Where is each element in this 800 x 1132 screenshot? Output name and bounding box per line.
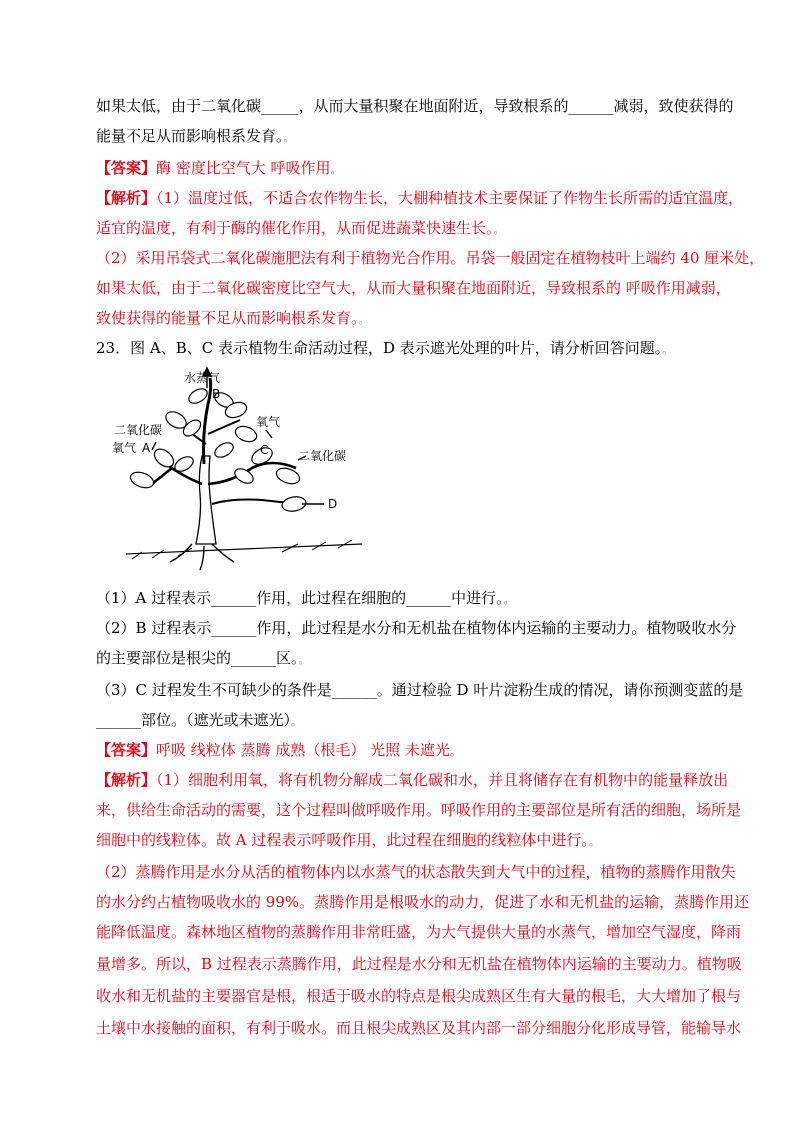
- question-line: [96, 648, 310, 670]
- analysis-line: [96, 986, 741, 1006]
- answer-tag: 【答案】: [96, 159, 157, 177]
- analysis-text: （1）细胞利用氧，将有机物分解成二氧化碳和水，并且将储存在有机物中的能量释放出: [156, 771, 729, 789]
- label-b: B: [212, 387, 221, 401]
- answer-line: [96, 740, 461, 762]
- leaf: [128, 469, 155, 490]
- question-text: ______部位。（遮光或未遮光）: [96, 711, 292, 729]
- paragraph-mark: 。: [291, 715, 303, 728]
- arrow-c: [266, 430, 272, 438]
- answer-tag: 【答案】: [96, 741, 157, 759]
- label-c: C: [260, 443, 269, 457]
- paragraph-mark: 。: [358, 313, 370, 326]
- stem: [196, 456, 216, 544]
- analysis-text: （2）蒸腾作用是水分从活的植物体内以水蒸气的状态散失到大气中的过程，植物的蒸腾作用散失: [96, 863, 736, 881]
- analysis-line: [96, 892, 749, 912]
- analysis-line: [96, 278, 731, 298]
- question-line: [96, 618, 736, 638]
- question-title: [96, 338, 673, 360]
- leaf: [151, 446, 177, 471]
- analysis-text: 来，供给生命活动的需要，这个过程叫做呼吸作用。呼吸作用的主要部位是所有活的细胞，场所是: [96, 801, 742, 819]
- text-line: [96, 126, 295, 148]
- leaves: [128, 386, 307, 513]
- paragraph-mark: 。: [330, 163, 342, 176]
- analysis-text: 适宜的温度，有利于酶的催化作用，从而促进蔬菜快速生长。: [96, 219, 494, 237]
- analysis-text: 能降低温度。森林地区植物的蒸腾作用非常旺盛，为大气提供大量的水蒸气，增加空气湿度，降雨: [96, 923, 742, 941]
- leaf: [233, 424, 258, 445]
- analysis-line: [96, 830, 600, 852]
- answer-text: 酶 密度比空气大 呼吸作用: [156, 159, 331, 177]
- analysis-text: 致使获得的能量不足从而影响根系发育。: [96, 309, 359, 327]
- analysis-line: [96, 800, 741, 820]
- label-water-vapor: 水蒸气: [184, 371, 221, 385]
- question-text: 23．图 A、B、C 表示植物生命活动过程，D 表示遮光处理的叶片，请分析回答问题。: [96, 339, 663, 357]
- root: [170, 544, 234, 570]
- leaf: [212, 440, 235, 460]
- question-text: 的主要部位是根尖的______区。: [96, 649, 299, 667]
- question-line: [96, 680, 743, 700]
- label-co2-left: 二氧化碳: [114, 423, 163, 437]
- analysis-text: 的水分约占植物吸收水的 99%。蒸腾作用是根吸水的动力，促进了水和无机盐的运输，蒸腾作用还: [96, 893, 750, 911]
- question-line: [96, 710, 302, 732]
- analysis-line: [96, 862, 736, 882]
- paragraph-mark: 。: [298, 653, 310, 666]
- analysis-tag: 【解析】: [96, 771, 157, 789]
- analysis-line: [96, 218, 505, 240]
- label-o2-left: 氧气: [112, 441, 137, 455]
- label-co2-right: 二氧化碳: [298, 449, 347, 463]
- question-line: [96, 588, 515, 610]
- analysis-line: [96, 248, 764, 268]
- answer-text: 呼吸 线粒体 蒸腾 成熟（根毛） 光照 未遮光: [156, 741, 450, 759]
- label-a: A: [142, 441, 151, 455]
- text-line: [96, 96, 734, 118]
- analysis-tag: 【解析】: [96, 189, 157, 207]
- analysis-text: （2）采用吊袋式二氧化碳施肥法有利于植物光合作用。吊袋一般固定在植物枝叶上端约 40 厘米处，: [96, 249, 765, 267]
- ground-line: [126, 544, 362, 554]
- analysis-line: [96, 922, 741, 942]
- analysis-text: 土壤中水接触的面积，有利于吸水。而且根尖成熟区及其内部一部分细胞分化形成导管，能输导水: [96, 1019, 742, 1037]
- answer-line: [96, 158, 342, 180]
- leaf: [186, 386, 209, 406]
- analysis-line: [96, 308, 370, 330]
- line-text: 能量不足从而影响根系发育。: [96, 127, 284, 145]
- paragraph-mark: 。: [662, 343, 674, 356]
- leaf: [274, 465, 301, 486]
- analysis-line: [96, 954, 742, 974]
- paragraph-mark: 。: [283, 131, 295, 144]
- analysis-line: [96, 770, 728, 790]
- question-text: （2）B 过程表示______作用，此过程是水分和无机盐在植物体内运输的主要动力。植物吸收水分: [96, 619, 737, 637]
- analysis-line: [96, 1018, 741, 1038]
- label-d: D: [328, 497, 338, 511]
- analysis-text: 收水和无机盐的主要器官是根，根适于吸水的特点是根尖成熟区生有大量的根毛，大大增加了根与: [96, 987, 742, 1005]
- analysis-text: （1）温度过低，不适合农作物生长，大棚种植技术主要保证了作物生长所需的适宜温度，: [156, 189, 744, 207]
- analysis-text: 如果太低，由于二氧化碳密度比空气大，从而大量积聚在地面附近，导致根系的 呼吸作用减弱，: [96, 279, 731, 297]
- label-o2-right: 氧气: [256, 415, 281, 429]
- analysis-text: 量增多。所以，B 过程表示蒸腾作用，此过程是水分和无机盐在植物体内运输的主要动力。植物吸: [96, 955, 742, 973]
- plant-diagram: [112, 364, 372, 574]
- analysis-line: [96, 188, 743, 208]
- line-text: 如果太低，由于二氧化碳_____，从而大量积聚在地面附近，导致根系的______减弱，致使获得的: [96, 97, 734, 115]
- analysis-text: 细胞中的线粒体。故 A 过程表示呼吸作用，此过程在细胞的线粒体中进行。: [96, 831, 589, 849]
- question-text: （1）A 过程表示______作用，此过程在细胞的______中进行。: [96, 589, 504, 607]
- paragraph-mark: 。: [503, 593, 515, 606]
- paragraph-mark: 。: [493, 223, 505, 236]
- paragraph-mark: 。: [449, 745, 461, 758]
- paragraph-mark: 。: [588, 835, 600, 848]
- question-text: （3）C 过程发生不可缺少的条件是______。通过检验 D 叶片淀粉生成的情况，请你预测变蓝的是: [96, 681, 744, 699]
- arrow-a: [152, 442, 156, 450]
